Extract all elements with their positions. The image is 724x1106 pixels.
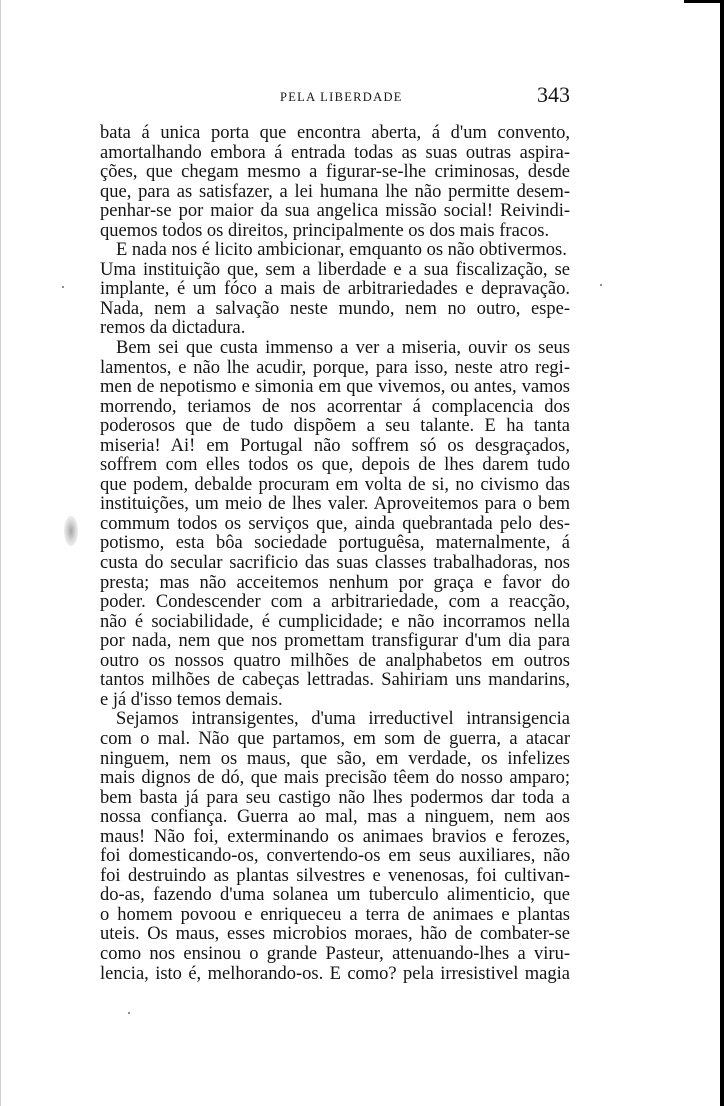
text-line: ções, que chegam mesmo a figurar-se-lhe criminosas, desde — [100, 162, 570, 183]
text-line: amortalhando embora á entrada todas as suas outras aspira- — [100, 142, 570, 163]
text-line: bata á unica porta que encontra aberta, á d'um convento, — [100, 123, 570, 143]
text-line: penhar-se por maior da sua angelica missão social! Reivindi- — [100, 201, 570, 222]
text-line: maus! Não foi, exterminando os animaes bravios e ferozes, — [100, 826, 570, 847]
paragraph-start: Sejamos intransigentes, d'uma irreductivel intransigencia — [116, 709, 570, 730]
text-line: não é sociabilidade, é cumplicidade; e não incorramos nella — [100, 611, 570, 632]
page-header — [100, 82, 570, 108]
text-line: potismo, esta bôa sociedade portuguêsa, maternalmente, á — [100, 533, 570, 554]
text-line: commum todos os serviços que, ainda quebrantada pelo des- — [100, 513, 570, 534]
text-line: Nada, nem a salvação neste mundo, nem no outro, espe- — [100, 298, 570, 319]
paragraph-start: E nada nos é licito ambicionar, emquanto os não obtivermos. — [116, 240, 567, 261]
text-line: morrendo, teriamos de nos acorrentar á complacencia dos — [100, 396, 570, 417]
text-line: custa do secular sacrificio das suas classes trabalhadoras, nos — [100, 553, 570, 574]
text-line: uteis. Os maus, esses microbios moraes, hão de combater-se — [100, 924, 570, 945]
text-line: e já d'isso temos demais. — [100, 689, 283, 710]
text-line: implante, é um fóco a mais de arbitrariedades e depravação. — [100, 279, 570, 300]
text-line: poder. Condescender com a arbitrariedade, com a reacção, — [100, 592, 570, 613]
text-line: bem basta já para seu castigo não lhes podermos dar toda a — [100, 787, 570, 808]
text-line: quemos todos os direitos, principalmente os dos mais fracos. — [100, 220, 550, 241]
text-line: com o mal. Não que partamos, em som de guerra, a atacar — [100, 728, 570, 749]
text-line: o homem povoou e enriqueceu a terra de animaes e plantas — [100, 904, 570, 925]
text-line: ninguem, nem os maus, que são, em verdade, os infelizes — [100, 748, 570, 769]
text-line: remos da dictadura. — [100, 318, 246, 339]
text-line: Uma instituição que, sem a liberdade e a sua fiscalização, se — [100, 259, 570, 280]
page-number: 343 — [537, 82, 570, 107]
paper-speck — [128, 1012, 130, 1014]
text-line: mais dignos de dó, que mais precisão têem do nosso amparo; — [100, 768, 570, 789]
text-line: instituições, um meio de lhes valer. Aproveitemos para o bem — [100, 494, 570, 515]
text-line: outro os nossos quatro milhões de analphabetos em outros — [100, 650, 570, 671]
body-text — [100, 124, 570, 984]
text-line: nossa confiança. Guerra ao mal, mas a ninguem, nem aos — [100, 807, 570, 828]
text-line: men de nepotismo e simonia em que vivemos, ou antes, vamos — [100, 377, 570, 398]
paragraph-start: Bem sei que custa immenso a ver a miseria, ouvir os seus — [116, 338, 570, 359]
text-line: lencia, isto é, melhorando-os. E como? pela irresistivel magia — [100, 963, 570, 984]
text-line: soffrem com elles todos os que, depois de lhes darem tudo — [100, 455, 570, 476]
ink-smudge — [64, 516, 78, 546]
text-line: por nada, nem que nos promettam transfigurar d'um dia para — [100, 631, 570, 652]
text-line: que podem, debalde procuram em volta de si, no civismo das — [100, 474, 570, 495]
text-line: poderosos que de tudo dispõem a seu talante. E ha tanta — [100, 416, 570, 437]
text-line: lamentos, e não lhe acudir, porque, para isso, neste atro regi- — [100, 357, 570, 378]
scan-border-right — [720, 0, 724, 1106]
text-line: miseria! Ai! em Portugal não soffrem só os desgraçados, — [100, 435, 570, 456]
text-line: tantos milhões de cabeças lettradas. Sahiriam uns mandarins, — [100, 670, 570, 691]
text-line: foi destruindo as plantas silvestres e venenosas, foi cultivan- — [100, 865, 570, 886]
text-line: do-as, fazendo d'uma solanea um tuberculo alimenticio, que — [100, 885, 570, 906]
paper-speck — [62, 286, 64, 288]
text-line: foi domesticando-os, convertendo-os em seus auxiliares, não — [100, 846, 570, 867]
text-line: presta; mas não acceitemos nenhum por graça e favor do — [100, 572, 570, 593]
text-line: como nos ensinou o grande Pasteur, attenuando-lhes a viru- — [100, 943, 570, 964]
paper-speck — [600, 284, 602, 286]
page-left-edge — [0, 0, 1, 1106]
scan-border-top — [684, 0, 724, 3]
running-title: PELA LIBERDADE — [280, 90, 403, 104]
text-line: que, para as satisfazer, a lei humana lhe não permitte desem- — [100, 181, 570, 202]
